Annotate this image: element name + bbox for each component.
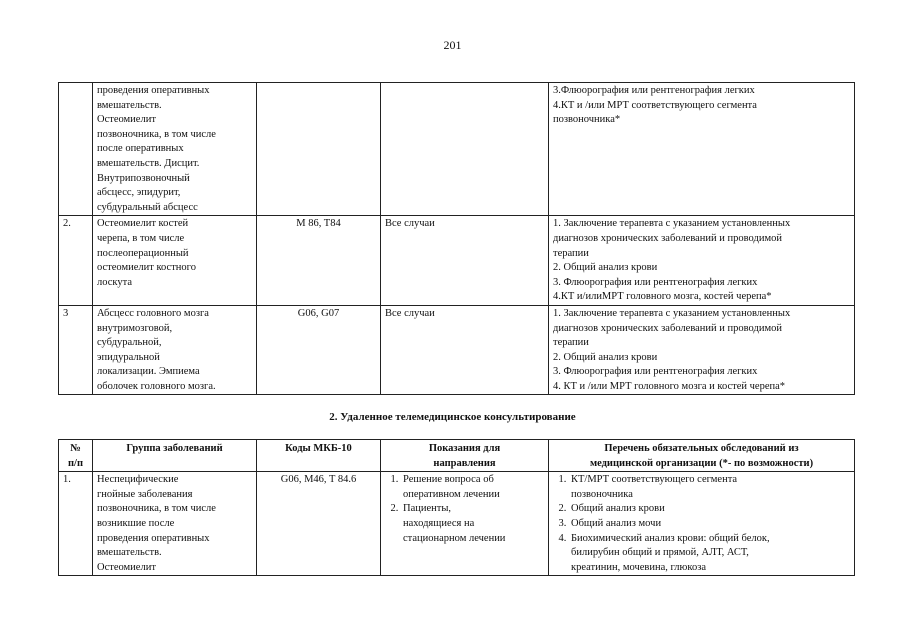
indications-cell	[381, 83, 549, 216]
list-item: 3. Общий анализ мочи	[569, 517, 850, 532]
header-indications: Показания для направления	[381, 440, 549, 472]
indications-cell: Все случаи	[381, 216, 549, 306]
header-exams: Перечень обязательных обследований из медицинской организации (*- по возможности)	[549, 440, 855, 472]
table-telemedicine	[58, 439, 855, 576]
exams-cell: 3.Флюорография или рентгенография легких 4.КТ и /или МРТ соответствующего сегмента позвоночника*	[549, 83, 855, 216]
disease-group-cell: Неспецифические гнойные заболевания позвоночника, в том числе возникшие после проведения оперативных вмешательств. Остеомиелит	[93, 472, 257, 576]
page-number: 201	[443, 38, 462, 52]
list-item: 2. Общий анализ крови	[569, 502, 850, 517]
row-number: 2.	[59, 216, 93, 306]
indications-cell: Все случаи	[381, 305, 549, 395]
table-row	[59, 83, 855, 216]
table-header-row	[59, 440, 855, 472]
row-number: 1.	[59, 472, 93, 576]
indications-cell	[381, 472, 549, 576]
section-title: 2. Удаленное телемедицинское консультирование	[329, 411, 576, 423]
list-item: 2. Пациенты, находящиеся на стационарном лечении	[401, 502, 544, 546]
row-number: 3	[59, 305, 93, 395]
indications-list	[385, 473, 544, 546]
list-item: 1. КТ/МРТ соответствующего сегмента позвоночника	[569, 473, 850, 502]
table-row	[59, 472, 855, 576]
disease-group-cell: Абсцесс головного мозга внутримозговой, субдуральной, эпидуральной локализации. Эмпиема оболочек головного мозга.	[93, 305, 257, 395]
header-number: № п/п	[59, 440, 93, 472]
list-item: 1. Решение вопроса об оперативном лечении	[401, 473, 544, 502]
icd-codes-cell: G06, M46, T 84.6	[257, 472, 381, 576]
exams-cell	[549, 472, 855, 576]
exams-cell: 1. Заключение терапевта с указанием установленных диагнозов хронических заболеваний и проводимой терапии 2. Общий анализ крови 3. Флюорография или рентгенография легких 4.КТ и/илиМРТ головного мозга, костей черепа*	[549, 216, 855, 306]
header-disease-group: Группа заболеваний	[93, 440, 257, 472]
table-row	[59, 305, 855, 395]
list-item: 4. Биохимический анализ крови: общий белок, билирубин общий и прямой, АЛТ, АСТ, креатинин, мочевина, глюкоза	[569, 532, 850, 576]
row-number	[59, 83, 93, 216]
table-previous-section	[58, 82, 855, 395]
exams-list	[553, 473, 850, 575]
disease-group-cell: проведения оперативных вмешательств. Остеомиелит позвоночника, в том числе после оперативных вмешательств. Дисцит. Внутрипозвоночный абсцесс, эпидурит, субдуральный абсцесс	[93, 83, 257, 216]
table-row	[59, 216, 855, 306]
disease-group-cell: Остеомиелит костей черепа, в том числе послеоперационный остеомиелит костного лоскута	[93, 216, 257, 306]
icd-codes-cell: M 86, T84	[257, 216, 381, 306]
header-icd-codes: Коды МКБ-10	[257, 440, 381, 472]
icd-codes-cell: G06, G07	[257, 305, 381, 395]
exams-cell: 1. Заключение терапевта с указанием установленных диагнозов хронических заболеваний и проводимой терапии 2. Общий анализ крови 3. Флюорография или рентгенография легких 4. КТ и /или МРТ головного мозга и костей черепа*	[549, 305, 855, 395]
icd-codes-cell	[257, 83, 381, 216]
